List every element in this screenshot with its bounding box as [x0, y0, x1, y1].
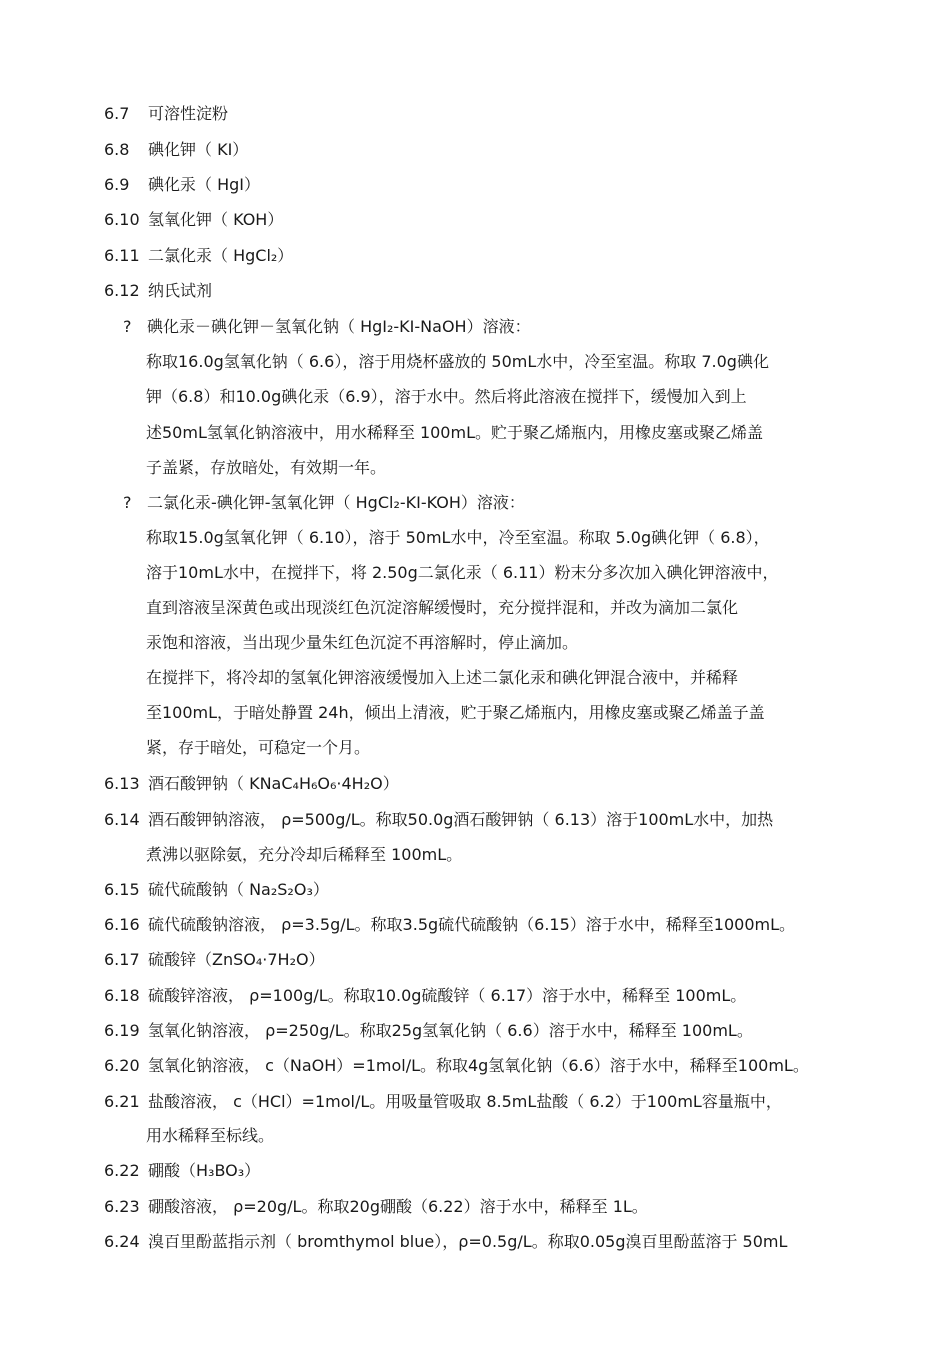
- item-6-18: [104, 986, 890, 1006]
- item-text: 碘化汞（ HgI）: [148, 175, 260, 194]
- item-6-20: [104, 1056, 890, 1076]
- item-text: 煮沸以驱除氨，充分冷却后稀释至 100mL。: [146, 845, 463, 864]
- item-text: 硼酸（H₃BO₃）: [148, 1161, 261, 1180]
- item-number: 6.14: [104, 810, 140, 829]
- item-number: 6.16: [104, 915, 140, 934]
- item-text: 钾（6.8）和10.0g碘化汞（6.9），溶于水中。然后将此溶液在搅拌下，缓慢加入到上: [146, 387, 747, 406]
- item-text: 子盖紧，存放暗处，有效期一年。: [146, 458, 387, 477]
- item-number: 6.7: [104, 104, 130, 123]
- item-text: 硼酸溶液， ρ=20g/L。称取20g硼酸（6.22）溶于水中，稀释至 1L。: [148, 1197, 648, 1216]
- item-number: 6.8: [104, 140, 130, 159]
- item-text: 称取15.0g氢氧化钾（ 6.10），溶于 50mL水中，冷至室温。称取 5.0g碘化钾（ 6.8），: [146, 528, 770, 547]
- item-text: 碘化钾（ KI）: [148, 140, 249, 159]
- item-text: 在搅拌下，将冷却的氢氧化钾溶液缓慢加入上述二氯化汞和碘化钾混合液中，并稀释: [146, 668, 739, 687]
- item-number: 6.22: [104, 1161, 140, 1180]
- item-text: 硫代硫酸钠溶液， ρ=3.5g/L。称取3.5g硫代硫酸钠（6.15）溶于水中，稀释至1000mL。: [148, 915, 796, 934]
- item-text: 直到溶液呈深黄色或出现淡红色沉淀溶解缓慢时，充分搅拌混和，并改为滴加二氯化: [146, 598, 739, 617]
- item-number: 6.13: [104, 774, 140, 793]
- paragraph-line: [146, 387, 890, 407]
- paragraph-line: [146, 703, 890, 723]
- item-6-15: [104, 880, 890, 900]
- item-6-23: [104, 1197, 890, 1217]
- item-text: 硫代硫酸钠（ Na₂S₂O₃）: [148, 880, 329, 899]
- item-number: 6.17: [104, 950, 140, 969]
- item-text: 二氯化汞（ HgCl₂）: [148, 246, 294, 265]
- item-6-11: [104, 246, 890, 266]
- item-number: 6.21: [104, 1092, 140, 1111]
- item-number: 6.19: [104, 1021, 140, 1040]
- item-6-10: [104, 210, 890, 230]
- paragraph-line: [146, 598, 890, 618]
- paragraph-line: [146, 738, 890, 758]
- item-text: 二氯化汞-碘化钾-氢氧化钾（ HgCl₂-KI-KOH）溶液：: [147, 493, 525, 512]
- item-6-19: [104, 1021, 890, 1041]
- item-text: 硫酸锌溶液， ρ=100g/L。称取10.0g硫酸锌（ 6.17）溶于水中，稀释至 100mL。: [148, 986, 747, 1005]
- bullet-marker: ?: [123, 317, 132, 336]
- item-number: 6.24: [104, 1232, 140, 1251]
- paragraph-line: [146, 423, 890, 443]
- paragraph-line: [146, 845, 890, 865]
- paragraph-line: [146, 633, 890, 653]
- item-text: 用水稀释至标线。: [146, 1126, 275, 1145]
- item-text: 溶于10mL水中，在搅拌下，将 2.50g二氯化汞（ 6.11）粉末分多次加入碘化钾溶液中，: [146, 563, 779, 582]
- item-number: 6.20: [104, 1056, 140, 1075]
- sub-item-heading: [123, 493, 890, 513]
- item-6-22: [104, 1161, 890, 1181]
- item-text: 称取16.0g氢氧化钠（ 6.6），溶于用烧杯盛放的 50mL水中，冷至室温。称取 7.0g碘化: [146, 352, 769, 371]
- item-6-17: [104, 950, 890, 970]
- item-text: 溴百里酚蓝指示剂（ bromthymol blue），ρ=0.5g/L。称取0.05g溴百里酚蓝溶于 50mL: [148, 1232, 788, 1251]
- item-text: 碘化汞－碘化钾－氢氧化钠（ HgI₂-KI-NaOH）溶液：: [147, 317, 531, 336]
- item-text: 可溶性淀粉: [148, 104, 229, 123]
- item-number: 6.15: [104, 880, 140, 899]
- item-6-12: [104, 281, 890, 301]
- item-text: 述50mL氢氧化钠溶液中，用水稀释至 100mL。贮于聚乙烯瓶内，用橡皮塞或聚乙烯盖: [146, 423, 763, 442]
- item-text: 酒石酸钾钠（ KNaC₄H₆O₆·4H₂O）: [148, 774, 399, 793]
- paragraph-line: [146, 352, 890, 372]
- sub-item-heading: [123, 317, 890, 337]
- paragraph-line: [146, 563, 890, 583]
- item-number: 6.9: [104, 175, 130, 194]
- item-6-21: [104, 1092, 890, 1112]
- item-text: 氢氧化钾（ KOH）: [148, 210, 284, 229]
- item-number: 6.18: [104, 986, 140, 1005]
- item-number: 6.23: [104, 1197, 140, 1216]
- item-text: 至100mL，于暗处静置 24h，倾出上清液，贮于聚乙烯瓶内，用橡皮塞或聚乙烯盖子盖: [146, 703, 765, 722]
- item-text: 紧，存于暗处，可稳定一个月。: [146, 738, 371, 757]
- item-6-7: [104, 104, 890, 124]
- item-number: 6.10: [104, 210, 140, 229]
- item-6-9: [104, 175, 890, 195]
- item-text: 氢氧化钠溶液， ρ=250g/L。称取25g氢氧化钠（ 6.6）溶于水中，稀释至 100mL。: [148, 1021, 753, 1040]
- item-text: 纳氏试剂: [148, 281, 213, 300]
- item-6-13: [104, 774, 890, 794]
- item-number: 6.12: [104, 281, 140, 300]
- item-6-14: [104, 810, 890, 830]
- item-6-8: [104, 140, 890, 160]
- paragraph-line: [146, 668, 890, 688]
- item-number: 6.11: [104, 246, 140, 265]
- item-6-24: [104, 1232, 890, 1252]
- paragraph-line: [146, 528, 890, 548]
- item-text: 硫酸锌（ZnSO₄·7H₂O）: [148, 950, 325, 969]
- item-6-16: [104, 915, 890, 935]
- paragraph-line: [146, 458, 890, 478]
- item-text: 氢氧化钠溶液， c（NaOH）=1mol/L。称取4g氢氧化钠（6.6）溶于水中，稀释至100mL。: [148, 1056, 809, 1075]
- item-text: 酒石酸钾钠溶液， ρ=500g/L。称取50.0g酒石酸钾钠（ 6.13）溶于100mL水中，加热: [148, 810, 774, 829]
- bullet-marker: ?: [123, 493, 132, 512]
- paragraph-line: [146, 1126, 890, 1146]
- item-text: 汞饱和溶液，当出现少量朱红色沉淀不再溶解时，停止滴加。: [146, 633, 579, 652]
- item-text: 盐酸溶液， c（HCl）=1mol/L。用吸量管吸取 8.5mL盐酸（ 6.2）于100mL容量瓶中，: [148, 1092, 782, 1111]
